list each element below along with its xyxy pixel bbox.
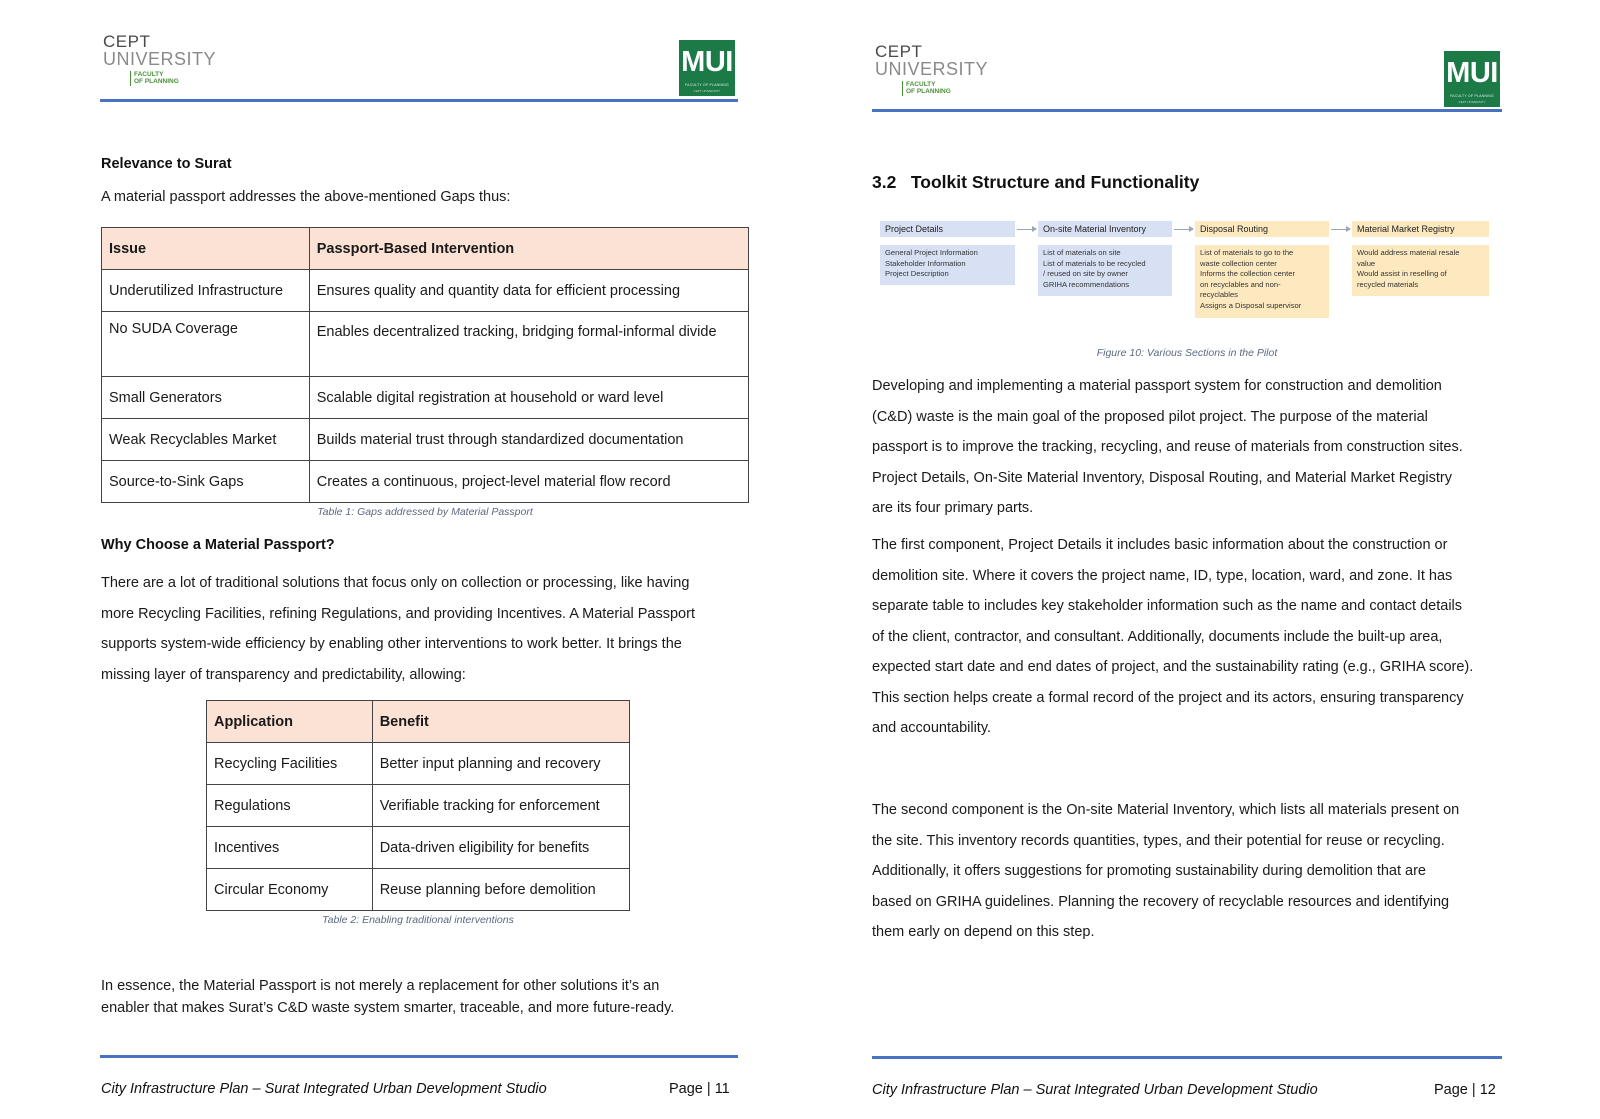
diagram-item: recycled materials	[1357, 279, 1419, 289]
paragraph-project-details	[872, 530, 1500, 744]
diagram-item: on recyclables and non-	[1200, 279, 1281, 289]
diagram-item: List of materials on site	[1043, 248, 1121, 257]
text-line: This section helps create a formal record of the project and its actors, ensuring transparency	[872, 689, 1464, 706]
footer-rule	[100, 1055, 738, 1058]
diagram-item: List of materials to go to the	[1200, 248, 1294, 257]
diagram-arrow	[1017, 229, 1036, 230]
text-line: missing layer of transparency and predictability, allowing:	[101, 667, 466, 684]
diagram-item: Stakeholder Information	[885, 258, 966, 268]
table-row	[102, 461, 749, 503]
diagram-item: Would address material resale	[1357, 248, 1460, 257]
table-header-row	[207, 701, 630, 743]
text-line: expected start date and end dates of project, and the sustainability rating (e.g., GRIHA score).	[872, 659, 1474, 675]
logo-text-cept: CEPT	[875, 42, 923, 61]
cept-university-logo	[103, 33, 216, 86]
why-paragraph	[101, 568, 737, 691]
table-cell: Reuse planning before demolition	[372, 869, 629, 911]
diagram-block-body	[1352, 245, 1489, 296]
diagram-block-title: Disposal Routing	[1195, 221, 1329, 237]
table-cell: Ensures quality and quantity data for efficient processing	[309, 270, 748, 312]
diagram-item: Project Description	[885, 269, 949, 279]
mui-logo-text: MUI	[1446, 57, 1498, 89]
text-line: separate table to includes key stakeholder information such as the name and contact details	[872, 598, 1463, 614]
page-number: Page | 12	[1434, 1082, 1496, 1098]
logo-faculty-line1: FACULTY	[134, 71, 164, 78]
table-cell: Regulations	[207, 785, 373, 827]
text-line: of the client, contractor, and consultant. Additionally, documents include the built-up area,	[872, 628, 1443, 645]
mui-logo	[1444, 51, 1500, 107]
text-line: are its four primary parts.	[872, 500, 1034, 516]
diagram-block-title: On-site Material Inventory	[1038, 221, 1172, 237]
logo-faculty	[130, 71, 216, 86]
mui-logo-subtext2: CEPT UNIVERSITY	[1458, 100, 1486, 104]
mui-logo-text: MUI	[681, 46, 733, 78]
page-number: Page | 11	[669, 1081, 730, 1097]
table-cell: Better input planning and recovery	[372, 743, 629, 785]
text-line: and accountability.	[872, 720, 992, 736]
diagram-item: Assigns a Disposal supervisor	[1200, 300, 1302, 310]
text-line: There are a lot of traditional solutions that focus only on collection or processing, like having	[101, 575, 690, 591]
table-header-issue: Issue	[102, 228, 310, 270]
logo-text-university: UNIVERSITY	[103, 49, 217, 69]
table-cell: Scalable digital registration at household or ward level	[309, 377, 748, 419]
essence-paragraph	[101, 975, 737, 1019]
table-cell: Builds material trust through standardized documentation	[309, 419, 748, 461]
table-row	[102, 312, 749, 377]
section-heading: 3.2 Toolkit Structure and Functionality	[872, 172, 1200, 192]
text-line: Additionally, it offers suggestions for promoting sustainability during demolition that are	[872, 863, 1426, 879]
table-cell: Circular Economy	[207, 869, 373, 911]
footer-title: City Infrastructure Plan – Surat Integrated Urban Development Studio	[872, 1082, 1318, 1098]
table-row	[102, 377, 749, 419]
diagram-block-body	[880, 245, 1015, 285]
paragraph-inventory	[872, 795, 1500, 948]
logo-text-cept: CEPT	[103, 32, 151, 51]
table-cell: Source-to-Sink Gaps	[102, 461, 310, 503]
intro-text: A material passport addresses the above-mentioned Gaps thus:	[101, 189, 511, 205]
table-gaps	[101, 227, 749, 503]
table-row	[207, 743, 630, 785]
mui-logo-subtext: FACULTY OF PLANNING	[685, 83, 729, 87]
diagram-block-title: Project Details	[880, 221, 1015, 237]
table-cell: Incentives	[207, 827, 373, 869]
logo-text-university: UNIVERSITY	[875, 59, 989, 79]
diagram-item: General Project Information	[885, 248, 978, 257]
why-heading: Why Choose a Material Passport?	[101, 537, 335, 553]
diagram-block-title: Material Market Registry	[1352, 221, 1489, 237]
diagram-item: List of materials to be recycled	[1043, 258, 1146, 268]
footer-rule	[872, 1056, 1502, 1059]
mui-logo-subtext: FACULTY OF PLANNING	[1450, 94, 1494, 98]
table-row	[207, 785, 630, 827]
diagram-item: GRIHA recommendations	[1043, 279, 1130, 289]
page-12	[800, 0, 1600, 1119]
table-caption: Table 1: Gaps addressed by Material Passport	[317, 506, 533, 518]
footer-title: City Infrastructure Plan – Surat Integrated Urban Development Studio	[101, 1081, 547, 1097]
table-interventions	[206, 700, 630, 911]
table-cell: Recycling Facilities	[207, 743, 373, 785]
diagram-item: recyclables	[1200, 290, 1238, 300]
text-line: more Recycling Facilities, refining Regulations, and providing Incentives. A Material Passport	[101, 605, 695, 622]
mui-logo	[679, 40, 735, 96]
diagram-item: value	[1357, 258, 1376, 268]
table-header-benefit: Benefit	[372, 701, 629, 743]
diagram-block-body	[1195, 245, 1329, 318]
text-line: The second component is the On-site Material Inventory, which lists all materials present on	[872, 802, 1460, 818]
table-cell: Underutilized Infrastructure	[102, 270, 310, 312]
table-header-row	[102, 228, 749, 270]
diagram-block-body	[1038, 245, 1172, 296]
text-line: In essence, the Material Passport is not merely a replacement for other solutions it’s an	[101, 978, 660, 994]
table-cell: Data-driven eligibility for benefits	[372, 827, 629, 869]
table-row	[207, 827, 630, 869]
text-line: (C&D) waste is the main goal of the proposed pilot project. The purpose of the material	[872, 408, 1428, 425]
table-header-application: Application	[207, 701, 373, 743]
diagram-arrow	[1331, 229, 1350, 230]
figure-caption: Figure 10: Various Sections in the Pilot	[1096, 347, 1278, 359]
header-rule	[100, 99, 738, 102]
text-line: supports system-wide efficiency by enabling other interventions to work better. It brings the	[101, 636, 682, 653]
logo-faculty-line2: OF PLANNING	[134, 78, 179, 86]
table-row	[207, 869, 630, 911]
diagram-item: / reused on site by owner	[1043, 269, 1128, 279]
text-line: passport is to improve the tracking, recycling, and reuse of materials from construction sites.	[872, 439, 1463, 455]
diagram-item: Would assist in reselling of	[1357, 269, 1447, 279]
mui-logo-subtext2: CEPT UNIVERSITY	[693, 89, 721, 93]
table-cell: Small Generators	[102, 377, 310, 419]
table-caption: Table 2: Enabling traditional interventions	[322, 914, 514, 926]
table-cell: Verifiable tracking for enforcement	[372, 785, 629, 827]
text-line: enabler that makes Surat’s C&D waste system smarter, traceable, and more future-ready.	[101, 1000, 675, 1016]
diagram-arrow	[1174, 229, 1193, 230]
table-cell: Weak Recyclables Market	[102, 419, 310, 461]
text-line: The first component, Project Details it includes basic information about the construction or	[872, 537, 1448, 553]
table-cell: No SUDA Coverage	[102, 312, 310, 377]
diagram-item: Informs the collection center	[1200, 269, 1295, 279]
diagram-item: waste collection center	[1200, 258, 1277, 268]
logo-faculty-line1: FACULTY	[906, 81, 936, 88]
text-line: based on GRIHA guidelines. Planning the recovery of recyclable resources and identifying	[872, 893, 1450, 910]
text-line: demolition site. Where it covers the project name, ID, type, location, ward, and zone. It has	[872, 567, 1453, 584]
header-rule	[872, 109, 1502, 112]
table-cell: Enables decentralized tracking, bridging formal-informal divide	[309, 312, 748, 377]
section-heading: Relevance to Surat	[101, 156, 232, 172]
paragraph-intro	[872, 371, 1500, 524]
text-line: Developing and implementing a material passport system for construction and demolition	[872, 378, 1442, 394]
table-cell: Creates a continuous, project-level material flow record	[309, 461, 748, 503]
cept-university-logo	[875, 43, 988, 96]
text-line: Project Details, On-Site Material Inventory, Disposal Routing, and Material Market Registry	[872, 469, 1452, 486]
logo-faculty	[902, 81, 988, 96]
text-line: the site. This inventory records quantities, types, and their potential for reuse or recycling.	[872, 832, 1445, 849]
table-row	[102, 419, 749, 461]
table-header-intervention: Passport-Based Intervention	[309, 228, 748, 270]
page-11	[0, 0, 780, 1119]
logo-faculty-line2: OF PLANNING	[906, 88, 951, 96]
text-line: them early on depend on this step.	[872, 924, 1095, 940]
table-row	[102, 270, 749, 312]
